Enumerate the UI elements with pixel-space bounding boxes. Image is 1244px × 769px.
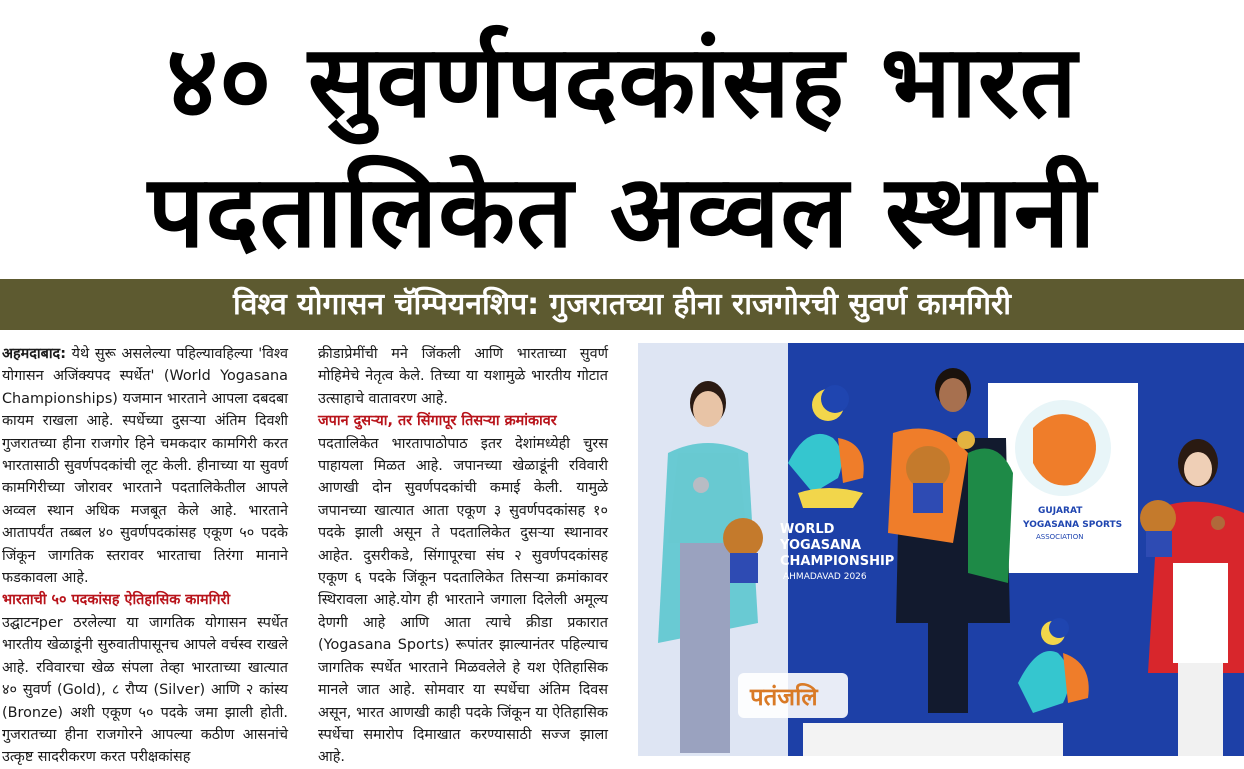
podium xyxy=(803,723,1063,756)
mascot-icon xyxy=(723,518,763,558)
article-paragraph-2: उद्घाटनper ठरलेल्या या जागतिक योगासन स्पर्धेत भारतीय खेळाडूंनी सुरुवातीपासूनच आपले वर्चस्व राखले आहे. रविवारचा खेळ संपला तेव्हा भारताच्या खात्यात ४० सुवर्ण (Gold), ८ रौप्य (Silver) आणि २ कांस्य (Bronze) अशी एकूण ५० पदके जमा झाली होती. गुजरातच्या हीना राजगोरने आपल्या कठीण आसनांचे उत्कृष्ट सादरीकरण करत परीक्षकांसह xyxy=(2,614,288,766)
silver-medal-icon xyxy=(693,477,709,493)
mascot-right-icon xyxy=(1140,500,1176,536)
banner-right-line3: ASSOCIATION xyxy=(1036,533,1084,541)
article-column-2 xyxy=(318,343,608,769)
article-paragraph-4: पदतालिकेत भारतापाठोपाठ इतर देशांमध्येही चुरस पाहायला मिळत आहे. जपानच्या खेळाडूंनी रविवारी आणखी दोन सुवर्णपदकांची कमाई केली. यामुळे जपानच्या खात्यात आता एकूण ३ सुवर्णपदकांसह १० पदके झाली असून ते पदतालिकेत दुसऱ्या स्थानावर आहेत. दुसरीकडे, सिंगापूरचा संघ २ सुवर्णपदकांसह एकूण ६ पदके जिंकून पदतालिकेत तिसऱ्या क्रमांकावर स्थिरावला आहे.योग ही भारताने जगाला दिलेली अमूल्य देणगी आहे आणि आता त्याचे क्रीडा प्रकारात (Yogasana Sports) रूपांतर झाल्यानंतर पहिल्याच जागतिक स्पर्धेत भारताने मिळवलेले हे यश ऐतिहासिक मानले जात आहे. सोमवार या स्पर्धेचा अंतिम दिवस असून, भारत आणखी काही पदके जिंकून या ऐतिहासिक स्पर्धेचा समारोप दिमाखात करण्यासाठी सज्ज झाला आहे. xyxy=(318,435,608,766)
banner-left-line4: AHMADAVAD 2026 xyxy=(783,572,867,582)
article-paragraph-3: क्रीडाप्रेमींची मने जिंकली आणि भारताच्या सुवर्ण मोहिमेचे नेतृत्व केले. तिच्या या यशामुळे भारतीय गोटात उत्साहाचे वातावरण आहे. xyxy=(318,346,608,407)
sponsor-text: पतंजलि xyxy=(750,683,818,711)
article-column-1 xyxy=(2,343,288,769)
banner-left-line3: CHAMPIONSHIP xyxy=(780,554,895,569)
banner-right-line1: GUJARAT xyxy=(1038,506,1083,516)
article-subhead-1: भारताची ५० पदकांसह ऐतिहासिक कामगिरी xyxy=(2,592,231,609)
gold-medal-icon xyxy=(957,431,975,449)
headline xyxy=(0,0,1244,275)
article-paragraph-1 xyxy=(2,343,288,589)
banner-right-line2: YOGASANA SPORTS xyxy=(1023,520,1123,530)
headline-line-1: ४० सुवर्णपदकांसह भारत xyxy=(166,23,1078,140)
headline-line-2: पदतालिकेत अव्वल स्थानी xyxy=(147,153,1097,270)
banner-left-line2: YOGASANA xyxy=(780,538,862,553)
podium-photo-illustration xyxy=(638,343,1244,756)
podium-photo xyxy=(638,343,1244,756)
article-subhead-2: जपान दुसऱ्या, तर सिंगापूर तिसऱ्या क्रमांकावर xyxy=(318,413,557,430)
dateline: अहमदाबाद: xyxy=(2,346,66,362)
sponsor-sign xyxy=(738,673,848,718)
article-text-1: येथे सुरू असलेल्या पहिल्यावहिल्या 'विश्व योगासन अजिंक्यपद स्पर्धेत' (World Yogasana Championships) यजमान भारताने आपला दबदबा कायम राखला आहे. स्पर्धेच्या दुसऱ्या अंतिम दिवशी गुजरातच्या हीना राजगोर हिने चमकदार कामगिरी करत भारतासाठी सुवर्णपदकांची लूट केली. हीनाच्या या सुवर्ण कामगिरीच्या जोरावर भारताने पदतालिकेतील आपले अव्वल स्थान अधिक मजबूत केले आहे. भारताने आतापर्यंत तब्बल ४० सुवर्णपदकांसह एकूण ५० पदके जिंकून जागतिक स्तरावर भारताचा तिरंगा मानाने फडकावला आहे. xyxy=(2,346,288,587)
bronze-medal-icon xyxy=(1211,516,1225,530)
banner-left-line1: WORLD xyxy=(780,522,835,537)
subheadline-bar: विश्व योगासन चॅम्पियनशिप: गुजरातच्या हीना राजगोरची सुवर्ण कामगिरी xyxy=(0,279,1244,330)
